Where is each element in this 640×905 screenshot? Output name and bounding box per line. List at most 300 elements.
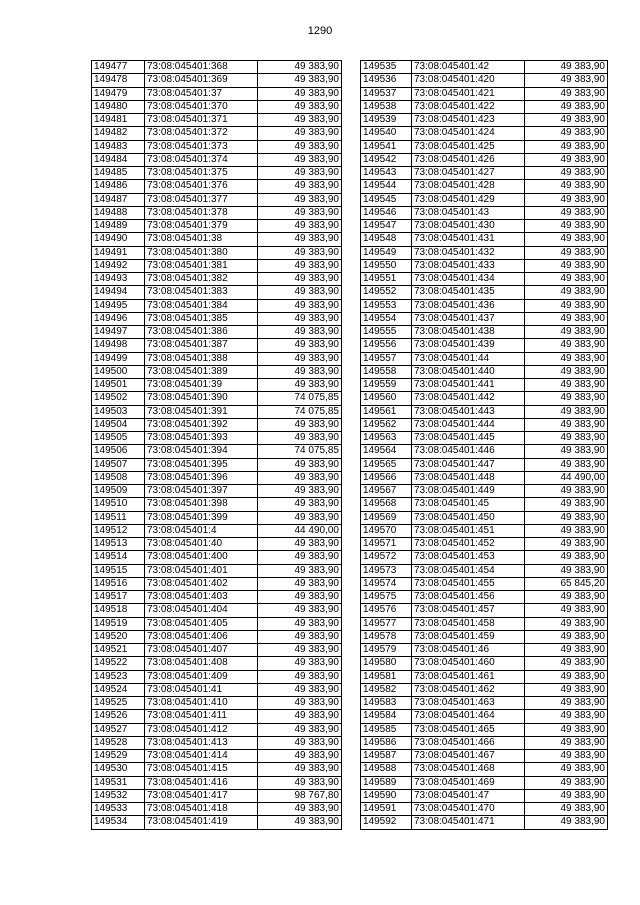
cadastral-number-cell: 73:08:045401:377 <box>145 193 258 206</box>
value-cell: 49 383,90 <box>258 710 342 723</box>
record-number-cell: 149577 <box>361 617 412 630</box>
value-cell: 49 383,90 <box>258 140 342 153</box>
cadastral-number-cell: 73:08:045401:443 <box>412 405 525 418</box>
record-number-cell: 149518 <box>92 604 145 617</box>
record-number-cell: 149529 <box>92 750 145 763</box>
cadastral-number-cell: 73:08:045401:386 <box>145 326 258 339</box>
table-row <box>92 339 342 352</box>
table-row <box>92 604 342 617</box>
record-number-cell: 149550 <box>361 259 412 272</box>
record-number-cell: 149519 <box>92 617 145 630</box>
value-cell: 49 383,90 <box>258 61 342 74</box>
table-row <box>361 392 608 405</box>
cadastral-number-cell: 73:08:045401:415 <box>145 763 258 776</box>
cadastral-number-cell: 73:08:045401:411 <box>145 710 258 723</box>
value-cell: 49 383,90 <box>258 74 342 87</box>
cadastral-number-cell: 73:08:045401:389 <box>145 365 258 378</box>
record-number-cell: 149537 <box>361 87 412 100</box>
cadastral-number-cell: 73:08:045401:368 <box>145 61 258 74</box>
cadastral-number-cell: 73:08:045401:427 <box>412 167 525 180</box>
table-row <box>92 273 342 286</box>
cadastral-number-cell: 73:08:045401:40 <box>145 538 258 551</box>
cadastral-number-cell: 73:08:045401:382 <box>145 273 258 286</box>
value-cell: 49 383,90 <box>258 551 342 564</box>
record-number-cell: 149482 <box>92 127 145 140</box>
cadastral-number-cell: 73:08:045401:431 <box>412 233 525 246</box>
value-cell: 49 383,90 <box>525 114 608 127</box>
cadastral-number-cell: 73:08:045401:452 <box>412 538 525 551</box>
table-row <box>92 61 342 74</box>
table-row <box>361 458 608 471</box>
record-number-cell: 149544 <box>361 180 412 193</box>
cadastral-number-cell: 73:08:045401:391 <box>145 405 258 418</box>
table-row <box>92 750 342 763</box>
record-number-cell: 149485 <box>92 167 145 180</box>
table-row <box>92 551 342 564</box>
table-row <box>361 153 608 166</box>
record-number-cell: 149562 <box>361 418 412 431</box>
cadastral-number-cell: 73:08:045401:470 <box>412 803 525 816</box>
value-cell: 49 383,90 <box>525 352 608 365</box>
record-number-cell: 149576 <box>361 604 412 617</box>
cadastral-number-cell: 73:08:045401:445 <box>412 432 525 445</box>
table-row <box>361 657 608 670</box>
table-row <box>361 365 608 378</box>
value-cell: 49 383,90 <box>258 100 342 113</box>
record-number-cell: 149564 <box>361 445 412 458</box>
record-number-cell: 149516 <box>92 577 145 590</box>
cadastral-number-cell: 73:08:045401:469 <box>412 776 525 789</box>
value-cell: 49 383,90 <box>258 339 342 352</box>
record-number-cell: 149507 <box>92 458 145 471</box>
left-register-table <box>91 60 342 830</box>
value-cell: 49 383,90 <box>525 432 608 445</box>
table-row <box>92 458 342 471</box>
record-number-cell: 149521 <box>92 644 145 657</box>
record-number-cell: 149584 <box>361 710 412 723</box>
table-row <box>361 140 608 153</box>
value-cell: 49 383,90 <box>258 286 342 299</box>
cadastral-number-cell: 73:08:045401:393 <box>145 432 258 445</box>
table-row <box>92 153 342 166</box>
cadastral-number-cell: 73:08:045401:465 <box>412 723 525 736</box>
value-cell: 49 383,90 <box>525 193 608 206</box>
record-number-cell: 149526 <box>92 710 145 723</box>
cadastral-number-cell: 73:08:045401:375 <box>145 167 258 180</box>
cadastral-number-cell: 73:08:045401:438 <box>412 326 525 339</box>
value-cell: 49 383,90 <box>525 816 608 829</box>
value-cell: 49 383,90 <box>258 657 342 670</box>
value-cell: 49 383,90 <box>258 511 342 524</box>
cadastral-number-cell: 73:08:045401:409 <box>145 670 258 683</box>
table-row <box>92 657 342 670</box>
value-cell: 49 383,90 <box>525 710 608 723</box>
record-number-cell: 149527 <box>92 723 145 736</box>
record-number-cell: 149528 <box>92 736 145 749</box>
value-cell: 49 383,90 <box>525 511 608 524</box>
cadastral-number-cell: 73:08:045401:4 <box>145 524 258 537</box>
record-number-cell: 149563 <box>361 432 412 445</box>
table-row <box>361 511 608 524</box>
record-number-cell: 149543 <box>361 167 412 180</box>
cadastral-number-cell: 73:08:045401:372 <box>145 127 258 140</box>
cadastral-number-cell: 73:08:045401:423 <box>412 114 525 127</box>
record-number-cell: 149592 <box>361 816 412 829</box>
table-row <box>92 789 342 802</box>
value-cell: 49 383,90 <box>525 233 608 246</box>
record-number-cell: 149571 <box>361 538 412 551</box>
value-cell: 49 383,90 <box>525 100 608 113</box>
value-cell: 49 383,90 <box>258 206 342 219</box>
value-cell: 49 383,90 <box>525 365 608 378</box>
value-cell: 44 490,00 <box>258 524 342 537</box>
record-number-cell: 149554 <box>361 312 412 325</box>
value-cell: 49 383,90 <box>258 670 342 683</box>
table-row <box>361 789 608 802</box>
value-cell: 49 383,90 <box>258 564 342 577</box>
cadastral-number-cell: 73:08:045401:384 <box>145 299 258 312</box>
table-row <box>361 352 608 365</box>
cadastral-number-cell: 73:08:045401:374 <box>145 153 258 166</box>
record-number-cell: 149486 <box>92 180 145 193</box>
record-number-cell: 149490 <box>92 233 145 246</box>
table-row <box>92 591 342 604</box>
table-row <box>92 723 342 736</box>
table-row <box>92 617 342 630</box>
table-row <box>361 87 608 100</box>
cadastral-number-cell: 73:08:045401:376 <box>145 180 258 193</box>
table-row <box>92 220 342 233</box>
record-number-cell: 149547 <box>361 220 412 233</box>
record-number-cell: 149579 <box>361 644 412 657</box>
cadastral-number-cell: 73:08:045401:379 <box>145 220 258 233</box>
table-row <box>92 167 342 180</box>
record-number-cell: 149514 <box>92 551 145 564</box>
record-number-cell: 149551 <box>361 273 412 286</box>
value-cell: 49 383,90 <box>525 750 608 763</box>
value-cell: 49 383,90 <box>258 683 342 696</box>
table-row <box>361 803 608 816</box>
cadastral-number-cell: 73:08:045401:42 <box>412 61 525 74</box>
table-row <box>92 564 342 577</box>
value-cell: 49 383,90 <box>258 538 342 551</box>
table-row <box>361 167 608 180</box>
record-number-cell: 149573 <box>361 564 412 577</box>
value-cell: 49 383,90 <box>258 803 342 816</box>
cadastral-number-cell: 73:08:045401:402 <box>145 577 258 590</box>
table-row <box>361 180 608 193</box>
value-cell: 49 383,90 <box>525 286 608 299</box>
cadastral-number-cell: 73:08:045401:396 <box>145 471 258 484</box>
value-cell: 49 383,90 <box>525 206 608 219</box>
record-number-cell: 149504 <box>92 418 145 431</box>
record-number-cell: 149591 <box>361 803 412 816</box>
record-number-cell: 149501 <box>92 379 145 392</box>
table-row <box>92 114 342 127</box>
value-cell: 49 383,90 <box>525 617 608 630</box>
cadastral-number-cell: 73:08:045401:387 <box>145 339 258 352</box>
record-number-cell: 149523 <box>92 670 145 683</box>
table-row <box>361 74 608 87</box>
value-cell: 49 383,90 <box>525 604 608 617</box>
cadastral-number-cell: 73:08:045401:453 <box>412 551 525 564</box>
value-cell: 49 383,90 <box>525 273 608 286</box>
table-row <box>361 604 608 617</box>
table-row <box>361 630 608 643</box>
record-number-cell: 149502 <box>92 392 145 405</box>
value-cell: 49 383,90 <box>525 259 608 272</box>
cadastral-number-cell: 73:08:045401:434 <box>412 273 525 286</box>
value-cell: 49 383,90 <box>258 233 342 246</box>
table-row <box>92 299 342 312</box>
value-cell: 49 383,90 <box>525 591 608 604</box>
cadastral-number-cell: 73:08:045401:428 <box>412 180 525 193</box>
record-number-cell: 149479 <box>92 87 145 100</box>
table-row <box>92 736 342 749</box>
record-number-cell: 149531 <box>92 776 145 789</box>
record-number-cell: 149590 <box>361 789 412 802</box>
cadastral-number-cell: 73:08:045401:461 <box>412 670 525 683</box>
table-row <box>92 259 342 272</box>
cadastral-number-cell: 73:08:045401:406 <box>145 630 258 643</box>
value-cell: 49 383,90 <box>258 127 342 140</box>
value-cell: 49 383,90 <box>525 524 608 537</box>
record-number-cell: 149491 <box>92 246 145 259</box>
record-number-cell: 149495 <box>92 299 145 312</box>
value-cell: 49 383,90 <box>525 789 608 802</box>
table-row <box>92 577 342 590</box>
cadastral-number-cell: 73:08:045401:46 <box>412 644 525 657</box>
table-row <box>92 352 342 365</box>
table-row <box>361 246 608 259</box>
value-cell: 74 075,85 <box>258 445 342 458</box>
value-cell: 49 383,90 <box>258 259 342 272</box>
cadastral-number-cell: 73:08:045401:381 <box>145 259 258 272</box>
table-row <box>361 445 608 458</box>
cadastral-number-cell: 73:08:045401:397 <box>145 485 258 498</box>
value-cell: 49 383,90 <box>525 61 608 74</box>
value-cell: 49 383,90 <box>525 326 608 339</box>
value-cell: 49 383,90 <box>258 299 342 312</box>
record-number-cell: 149522 <box>92 657 145 670</box>
value-cell: 49 383,90 <box>525 379 608 392</box>
value-cell: 49 383,90 <box>525 220 608 233</box>
table-row <box>361 697 608 710</box>
value-cell: 49 383,90 <box>258 246 342 259</box>
value-cell: 74 075,85 <box>258 392 342 405</box>
table-row <box>92 206 342 219</box>
cadastral-number-cell: 73:08:045401:426 <box>412 153 525 166</box>
record-number-cell: 149542 <box>361 153 412 166</box>
value-cell: 98 767,80 <box>258 789 342 802</box>
table-row <box>92 432 342 445</box>
table-row <box>92 538 342 551</box>
record-number-cell: 149580 <box>361 657 412 670</box>
value-cell: 49 383,90 <box>525 312 608 325</box>
cadastral-number-cell: 73:08:045401:369 <box>145 74 258 87</box>
cadastral-number-cell: 73:08:045401:41 <box>145 683 258 696</box>
cadastral-number-cell: 73:08:045401:437 <box>412 312 525 325</box>
cadastral-number-cell: 73:08:045401:424 <box>412 127 525 140</box>
value-cell: 49 383,90 <box>525 246 608 259</box>
table-row <box>361 577 608 590</box>
cadastral-number-cell: 73:08:045401:399 <box>145 511 258 524</box>
table-row <box>361 379 608 392</box>
record-number-cell: 149586 <box>361 736 412 749</box>
record-number-cell: 149509 <box>92 485 145 498</box>
value-cell: 49 383,90 <box>258 697 342 710</box>
cadastral-number-cell: 73:08:045401:414 <box>145 750 258 763</box>
value-cell: 49 383,90 <box>525 127 608 140</box>
value-cell: 74 075,85 <box>258 405 342 418</box>
table-row <box>361 670 608 683</box>
cadastral-number-cell: 73:08:045401:450 <box>412 511 525 524</box>
value-cell: 49 383,90 <box>525 657 608 670</box>
cadastral-number-cell: 73:08:045401:38 <box>145 233 258 246</box>
value-cell: 49 383,90 <box>258 379 342 392</box>
cadastral-number-cell: 73:08:045401:442 <box>412 392 525 405</box>
table-row <box>92 392 342 405</box>
table-row <box>361 61 608 74</box>
cadastral-number-cell: 73:08:045401:468 <box>412 763 525 776</box>
table-row <box>92 803 342 816</box>
cadastral-number-cell: 73:08:045401:457 <box>412 604 525 617</box>
table-row <box>361 326 608 339</box>
table-row <box>92 418 342 431</box>
record-number-cell: 149553 <box>361 299 412 312</box>
cadastral-number-cell: 73:08:045401:459 <box>412 630 525 643</box>
table-row <box>92 524 342 537</box>
record-number-cell: 149493 <box>92 273 145 286</box>
table-row <box>92 763 342 776</box>
record-number-cell: 149588 <box>361 763 412 776</box>
cadastral-number-cell: 73:08:045401:429 <box>412 193 525 206</box>
record-number-cell: 149559 <box>361 379 412 392</box>
value-cell: 49 383,90 <box>525 153 608 166</box>
cadastral-number-cell: 73:08:045401:433 <box>412 259 525 272</box>
record-number-cell: 149510 <box>92 498 145 511</box>
record-number-cell: 149508 <box>92 471 145 484</box>
table-row <box>361 564 608 577</box>
cadastral-number-cell: 73:08:045401:390 <box>145 392 258 405</box>
table-row <box>92 180 342 193</box>
record-number-cell: 149567 <box>361 485 412 498</box>
value-cell: 49 383,90 <box>258 326 342 339</box>
table-row <box>361 617 608 630</box>
cadastral-number-cell: 73:08:045401:413 <box>145 736 258 749</box>
table-row <box>361 233 608 246</box>
record-number-cell: 149520 <box>92 630 145 643</box>
cadastral-number-cell: 73:08:045401:401 <box>145 564 258 577</box>
value-cell: 49 383,90 <box>258 763 342 776</box>
table-row <box>361 100 608 113</box>
table-row <box>92 379 342 392</box>
record-number-cell: 149517 <box>92 591 145 604</box>
table-row <box>361 193 608 206</box>
record-number-cell: 149481 <box>92 114 145 127</box>
record-number-cell: 149578 <box>361 630 412 643</box>
table-row <box>361 220 608 233</box>
cadastral-number-cell: 73:08:045401:466 <box>412 736 525 749</box>
table-row <box>361 498 608 511</box>
value-cell: 49 383,90 <box>258 498 342 511</box>
cadastral-number-cell: 73:08:045401:44 <box>412 352 525 365</box>
record-number-cell: 149515 <box>92 564 145 577</box>
table-row <box>361 405 608 418</box>
record-number-cell: 149548 <box>361 233 412 246</box>
record-number-cell: 149478 <box>92 74 145 87</box>
table-row <box>92 246 342 259</box>
cadastral-number-cell: 73:08:045401:463 <box>412 697 525 710</box>
record-number-cell: 149497 <box>92 326 145 339</box>
record-number-cell: 149536 <box>361 74 412 87</box>
value-cell: 49 383,90 <box>258 617 342 630</box>
record-number-cell: 149477 <box>92 61 145 74</box>
table-row <box>92 405 342 418</box>
cadastral-number-cell: 73:08:045401:394 <box>145 445 258 458</box>
cadastral-number-cell: 73:08:045401:448 <box>412 471 525 484</box>
page-number: 1290 <box>307 25 333 37</box>
cadastral-number-cell: 73:08:045401:460 <box>412 657 525 670</box>
table-row <box>92 485 342 498</box>
cadastral-number-cell: 73:08:045401:39 <box>145 379 258 392</box>
cadastral-number-cell: 73:08:045401:400 <box>145 551 258 564</box>
record-number-cell: 149500 <box>92 365 145 378</box>
cadastral-number-cell: 73:08:045401:430 <box>412 220 525 233</box>
record-number-cell: 149525 <box>92 697 145 710</box>
value-cell: 49 383,90 <box>525 445 608 458</box>
table-row <box>92 286 342 299</box>
table-row <box>361 471 608 484</box>
record-number-cell: 149557 <box>361 352 412 365</box>
value-cell: 49 383,90 <box>525 87 608 100</box>
value-cell: 49 383,90 <box>258 153 342 166</box>
record-number-cell: 149575 <box>361 591 412 604</box>
value-cell: 49 383,90 <box>525 776 608 789</box>
value-cell: 49 383,90 <box>258 816 342 829</box>
left-table-body <box>92 61 342 830</box>
record-number-cell: 149546 <box>361 206 412 219</box>
record-number-cell: 149538 <box>361 100 412 113</box>
record-number-cell: 149489 <box>92 220 145 233</box>
value-cell: 49 383,90 <box>258 577 342 590</box>
cadastral-number-cell: 73:08:045401:458 <box>412 617 525 630</box>
table-row <box>361 259 608 272</box>
value-cell: 49 383,90 <box>525 339 608 352</box>
table-row <box>92 697 342 710</box>
record-number-cell: 149511 <box>92 511 145 524</box>
value-cell: 49 383,90 <box>525 736 608 749</box>
value-cell: 49 383,90 <box>525 683 608 696</box>
table-row <box>92 498 342 511</box>
record-number-cell: 149565 <box>361 458 412 471</box>
table-row <box>92 511 342 524</box>
value-cell: 44 490,00 <box>525 471 608 484</box>
value-cell: 49 383,90 <box>258 776 342 789</box>
cadastral-number-cell: 73:08:045401:37 <box>145 87 258 100</box>
record-number-cell: 149488 <box>92 206 145 219</box>
record-number-cell: 149545 <box>361 193 412 206</box>
cadastral-number-cell: 73:08:045401:439 <box>412 339 525 352</box>
value-cell: 49 383,90 <box>525 405 608 418</box>
cadastral-number-cell: 73:08:045401:417 <box>145 789 258 802</box>
table-row <box>92 365 342 378</box>
table-row <box>361 644 608 657</box>
table-row <box>361 710 608 723</box>
cadastral-number-cell: 73:08:045401:422 <box>412 100 525 113</box>
record-number-cell: 149568 <box>361 498 412 511</box>
record-number-cell: 149487 <box>92 193 145 206</box>
